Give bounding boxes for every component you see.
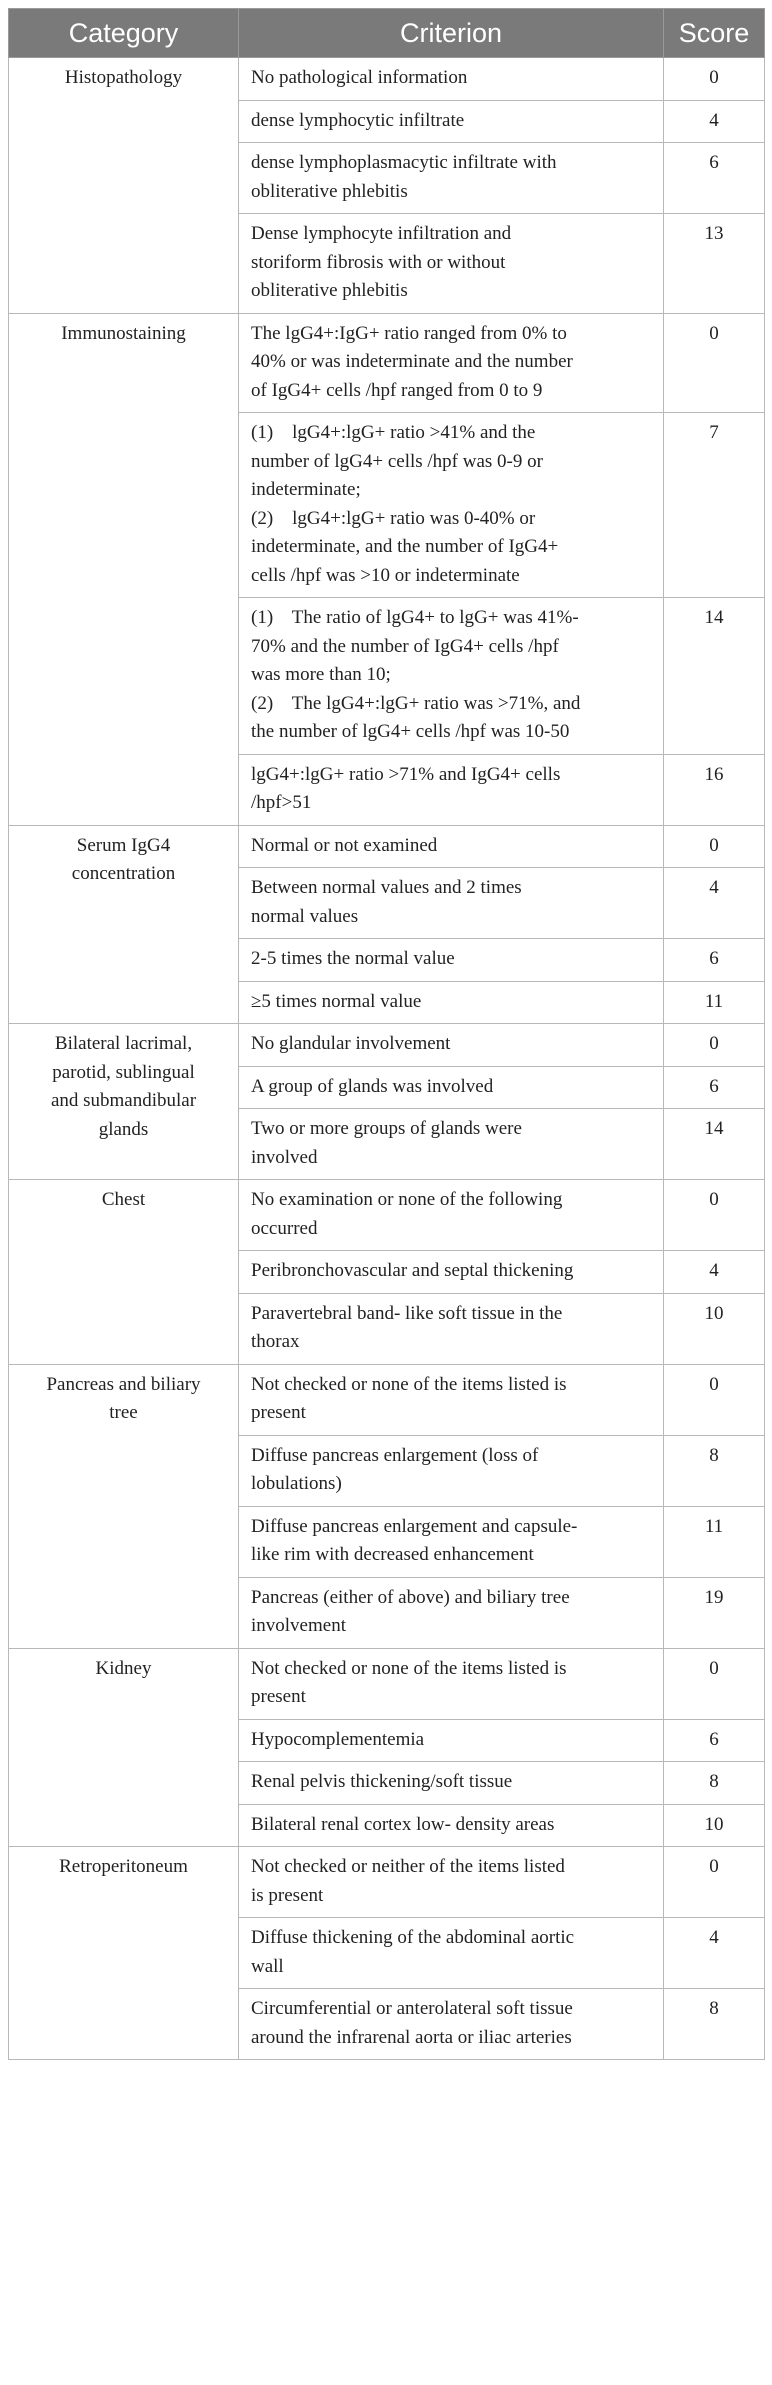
score-cell: 8 [664,1762,765,1805]
score-cell: 6 [664,1066,765,1109]
criterion-line: 70% and the number of IgG4+ cells /hpf [251,635,559,657]
category-cell [9,1648,239,1847]
header-category: Category [9,9,239,58]
table-row [9,1648,765,1719]
criterion-cell [239,1024,664,1067]
criterion-line: No examination or none of the following [251,1189,563,1210]
criterion-line: The lgG4+:IgG+ ratio ranged from 0% to [251,322,567,344]
criterion-cell [239,868,664,939]
criterion-line: (1) lgG4+:lgG+ ratio >41% and the [251,422,536,443]
criterion-cell [239,1251,664,1294]
criterion-line: Paravertebral band- like soft tissue in the [251,1302,563,1324]
score-cell: 0 [664,1024,765,1067]
table-row [9,1024,765,1067]
category-cell [9,1024,239,1180]
score-cell: 8 [664,1435,765,1506]
criterion-line: indeterminate; [251,479,361,500]
criterion-line: obliterative phlebitis [251,180,408,202]
criterion-cell [239,1293,664,1364]
score-cell: 14 [664,598,765,755]
table-row [9,1364,765,1435]
criterion-line: obliterative phlebitis [251,280,408,301]
score-cell: 0 [664,1847,765,1918]
category-line: Bilateral lacrimal, [54,1033,193,1054]
header-score: Score [664,9,765,58]
score-cell: 13 [664,214,765,314]
criterion-cell [239,1506,664,1577]
score-cell: 6 [664,939,765,982]
criterion-line: No pathological information [251,67,468,88]
criterion-cell [239,1762,664,1805]
category-cell [9,1847,239,2060]
criterion-cell [239,58,664,101]
criterion-cell [239,214,664,314]
criterion-cell [239,981,664,1024]
criterion-line: Renal pelvis thickening/soft tissue [251,1771,513,1792]
criterion-cell [239,754,664,825]
category-label: Retroperitoneum [59,1856,188,1877]
score-cell: 0 [664,313,765,413]
score-cell: 10 [664,1804,765,1847]
header-criterion: Criterion [239,9,664,58]
score-cell: 0 [664,58,765,101]
table-body [9,58,765,2060]
category-label: Chest [101,1189,146,1210]
criterion-line: Not checked or none of the items listed is [251,1657,567,1679]
score-cell: 14 [664,1109,765,1180]
score-cell: 16 [664,754,765,825]
score-cell: 4 [664,868,765,939]
criterion-line: dense lymphocytic infiltrate [251,109,465,131]
table-row [9,825,765,868]
criterion-cell [239,1577,664,1648]
criterion-line: /hpf>51 [251,792,312,813]
criterion-line: of IgG4+ cells /hpf ranged from 0 to 9 [251,379,543,401]
criterion-cell [239,1066,664,1109]
criterion-line: Normal or not examined [251,834,438,856]
score-cell: 4 [664,1251,765,1294]
criterion-line: dense lymphoplasmacytic infiltrate with [251,152,557,173]
table-row [9,313,765,413]
criterion-cell [239,313,664,413]
criterion-line: involvement [251,1615,346,1636]
score-cell: 11 [664,981,765,1024]
category-line: concentration [71,863,176,884]
score-cell: 6 [664,143,765,214]
criterion-line: is present [251,1884,324,1906]
criterion-line: Circumferential or anterolateral soft tissue [251,1998,573,2019]
criterion-line: occurred [251,1217,318,1239]
criterion-line: Diffuse pancreas enlargement and capsule- [251,1515,578,1537]
criterion-line: indeterminate, and the number of IgG4+ [251,536,559,557]
criterion-line: number of lgG4+ cells /hpf was 0-9 or [251,450,543,472]
score-cell: 11 [664,1506,765,1577]
criterion-line: Diffuse thickening of the abdominal aortic [251,1927,575,1948]
criterion-line: Pancreas (either of above) and biliary tree [251,1586,570,1608]
table-row [9,1180,765,1251]
criterion-line: Between normal values and 2 times [251,877,522,898]
criterion-line: A group of glands was involved [251,1075,494,1097]
criterion-line: 2-5 times the normal value [251,948,455,969]
criterion-line: Not checked or none of the items listed is [251,1373,567,1395]
category-cell [9,1180,239,1365]
criterion-line: Diffuse pancreas enlargement (loss of [251,1444,539,1466]
score-cell: 10 [664,1293,765,1364]
criterion-cell [239,1364,664,1435]
score-cell: 0 [664,1364,765,1435]
header-row [9,9,765,58]
criterion-line: (2) lgG4+:lgG+ ratio was 0-40% or [251,507,536,529]
category-cell [9,58,239,314]
criterion-line: (2) The lgG4+:lgG+ ratio was >71%, and [251,692,581,714]
score-cell: 0 [664,825,765,868]
score-cell: 0 [664,1180,765,1251]
criterion-cell [239,1918,664,1989]
criterion-cell [239,825,664,868]
criterion-line: Two or more groups of glands were [251,1118,522,1139]
score-cell: 0 [664,1648,765,1719]
criterion-cell [239,1847,664,1918]
criterion-line: ≥5 times normal value [251,990,422,1012]
criterion-line: No glandular involvement [251,1033,451,1054]
criterion-cell [239,1109,664,1180]
score-cell: 7 [664,413,765,598]
criterion-line: storiform fibrosis with or without [251,251,506,273]
criterion-cell [239,1180,664,1251]
criterion-line: Not checked or neither of the items listed [251,1856,565,1877]
criterion-line: cells /hpf was >10 or indeterminate [251,564,520,586]
category-line: Serum IgG4 [76,834,171,856]
criterion-line: present [251,1402,306,1423]
criterion-line: Hypocomplementemia [251,1728,425,1750]
table-row [9,1847,765,1918]
category-cell [9,1364,239,1648]
table-row [9,58,765,101]
criterion-cell [239,1804,664,1847]
criterion-line: lgG4+:lgG+ ratio >71% and IgG4+ cells [251,763,561,785]
criterion-line: the number of lgG4+ cells /hpf was 10-50 [251,721,570,742]
score-cell: 8 [664,1989,765,2060]
criterion-cell [239,143,664,214]
category-label: Immunostaining [61,322,186,344]
criterion-cell [239,1989,664,2060]
category-label: Histopathology [64,67,183,88]
criterion-line: was more than 10; [251,664,391,685]
category-cell [9,825,239,1024]
score-cell: 19 [664,1577,765,1648]
score-cell: 4 [664,100,765,143]
criterion-cell [239,939,664,982]
category-line: Pancreas and biliary [46,1373,201,1395]
category-line: tree [109,1402,138,1423]
criterion-cell [239,1435,664,1506]
criterion-line: Dense lymphocyte infiltration and [251,223,512,244]
criterion-line: wall [251,1955,284,1977]
criterion-line: Peribronchovascular and septal thickening [251,1260,574,1281]
criterion-line: Bilateral renal cortex low- density areas [251,1813,555,1835]
criterion-line: present [251,1686,306,1707]
score-cell: 6 [664,1719,765,1762]
criterion-line: normal values [251,905,359,927]
criterion-line: 40% or was indeterminate and the number [251,351,573,372]
criterion-cell [239,413,664,598]
category-line: parotid, sublingual [52,1061,195,1083]
category-cell [9,313,239,825]
criterion-line: around the infrarenal aorta or iliac arteries [251,2026,572,2048]
criterion-line: (1) The ratio of lgG4+ to lgG+ was 41%- [251,607,579,628]
criterion-line: lobulations) [251,1473,342,1494]
category-line: and submandibular [50,1090,197,1111]
category-label: Kidney [95,1657,152,1679]
criterion-line: like rim with decreased enhancement [251,1544,534,1565]
criterion-line: involved [251,1146,318,1168]
criterion-cell [239,598,664,755]
criterion-cell [239,1648,664,1719]
criterion-cell [239,100,664,143]
score-table [8,8,765,2060]
category-line: glands [98,1118,149,1140]
criterion-line: thorax [251,1331,300,1352]
criterion-cell [239,1719,664,1762]
score-cell: 4 [664,1918,765,1989]
